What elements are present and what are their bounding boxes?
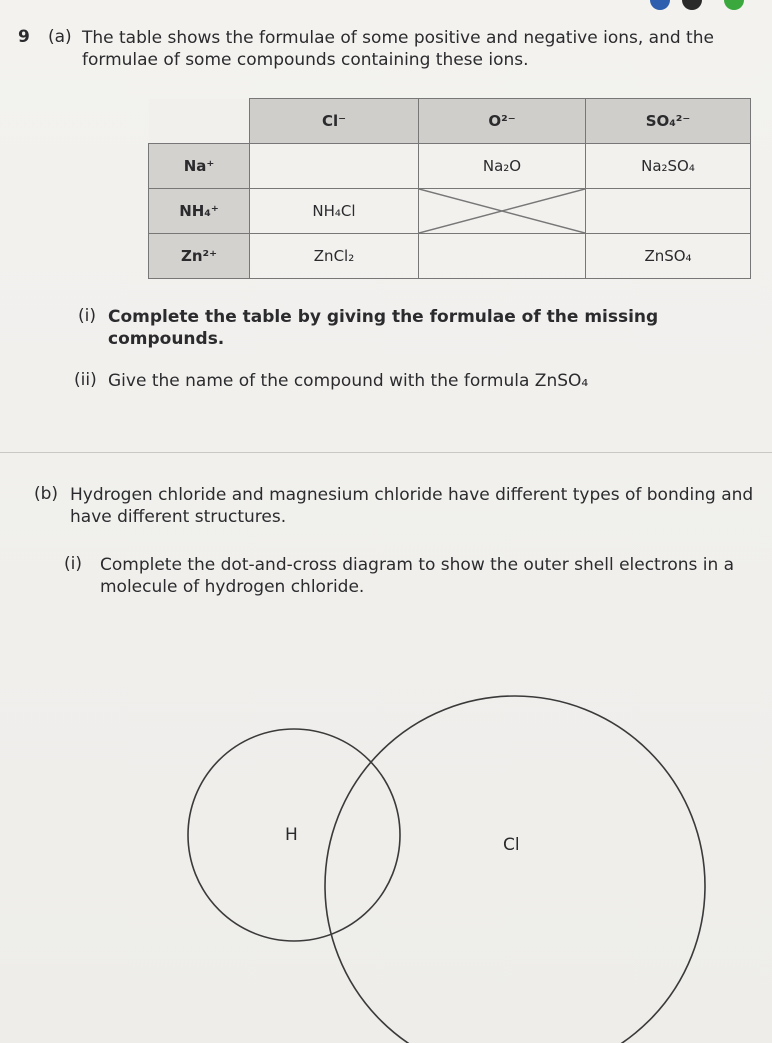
- dark-dot-icon: [682, 0, 702, 10]
- table-corner-cell: [149, 99, 250, 144]
- part-a-intro-line-2: formulae of some compounds containing these ions.: [82, 50, 529, 70]
- header-chloride: Cl⁻: [250, 99, 419, 144]
- part-b-intro-line-1: Hydrogen chloride and magnesium chloride have different types of bonding and: [70, 485, 754, 505]
- answer-cell-sodium-chloride[interactable]: [250, 144, 419, 189]
- ion-formula-table: [148, 98, 751, 279]
- part-b-sub-i-label: (i): [64, 554, 82, 574]
- row-head-ammonium: NH₄⁺: [149, 189, 250, 234]
- sub-ii-question: Give the name of the compound with the formula ZnSO₄: [108, 371, 589, 391]
- answer-line-divider: [0, 452, 772, 453]
- part-b-intro-line-2: have different structures.: [70, 507, 287, 527]
- question-number: 9: [18, 27, 30, 47]
- answer-cell-zinc-oxide[interactable]: [419, 234, 586, 279]
- part-a-label: (a): [48, 27, 72, 47]
- row-head-sodium: Na⁺: [149, 144, 250, 189]
- chlorine-shell-circle: [325, 696, 705, 1043]
- cell-zinc-chloride: ZnCl₂: [250, 234, 419, 279]
- table-header-row: [149, 99, 751, 144]
- header-sulfate: SO₄²⁻: [586, 99, 751, 144]
- row-head-zinc: Zn²⁺: [149, 234, 250, 279]
- table-row: [149, 144, 751, 189]
- cell-ammonium-chloride: NH₄Cl: [250, 189, 419, 234]
- green-dot-icon: [724, 0, 744, 10]
- dot-and-cross-diagram[interactable]: [0, 640, 772, 1043]
- table-row: [149, 234, 751, 279]
- table-row: [149, 189, 751, 234]
- part-b-intro: [70, 484, 770, 528]
- cell-sodium-oxide: Na₂O: [419, 144, 586, 189]
- part-a-intro-line-1: The table shows the formulae of some positive and negative ions, and the: [82, 28, 714, 48]
- part-b-sub-i-line-2: molecule of hydrogen chloride.: [100, 577, 365, 597]
- blue-dot-icon: [650, 0, 670, 10]
- chlorine-symbol: Cl: [503, 835, 520, 855]
- sub-ii-label: (ii): [74, 370, 97, 390]
- part-a-intro: [82, 27, 762, 71]
- part-b-sub-i-line-1: Complete the dot-and-cross diagram to show the outer shell electrons in a: [100, 555, 735, 575]
- part-b-sub-i-instruction: [100, 554, 760, 598]
- sub-i-label: (i): [78, 306, 96, 326]
- answer-cell-ammonium-sulfate[interactable]: [586, 189, 751, 234]
- crossed-out-cell: [419, 189, 586, 234]
- header-oxide: O²⁻: [419, 99, 586, 144]
- cell-zinc-sulfate: ZnSO₄: [586, 234, 751, 279]
- cell-sodium-sulfate: Na₂SO₄: [586, 144, 751, 189]
- cross-out-lines: [419, 189, 585, 233]
- hydrogen-symbol: H: [285, 825, 298, 845]
- part-b-label: (b): [34, 484, 59, 504]
- sub-i-instruction: Complete the table by giving the formulae of the missing compounds.: [108, 307, 659, 349]
